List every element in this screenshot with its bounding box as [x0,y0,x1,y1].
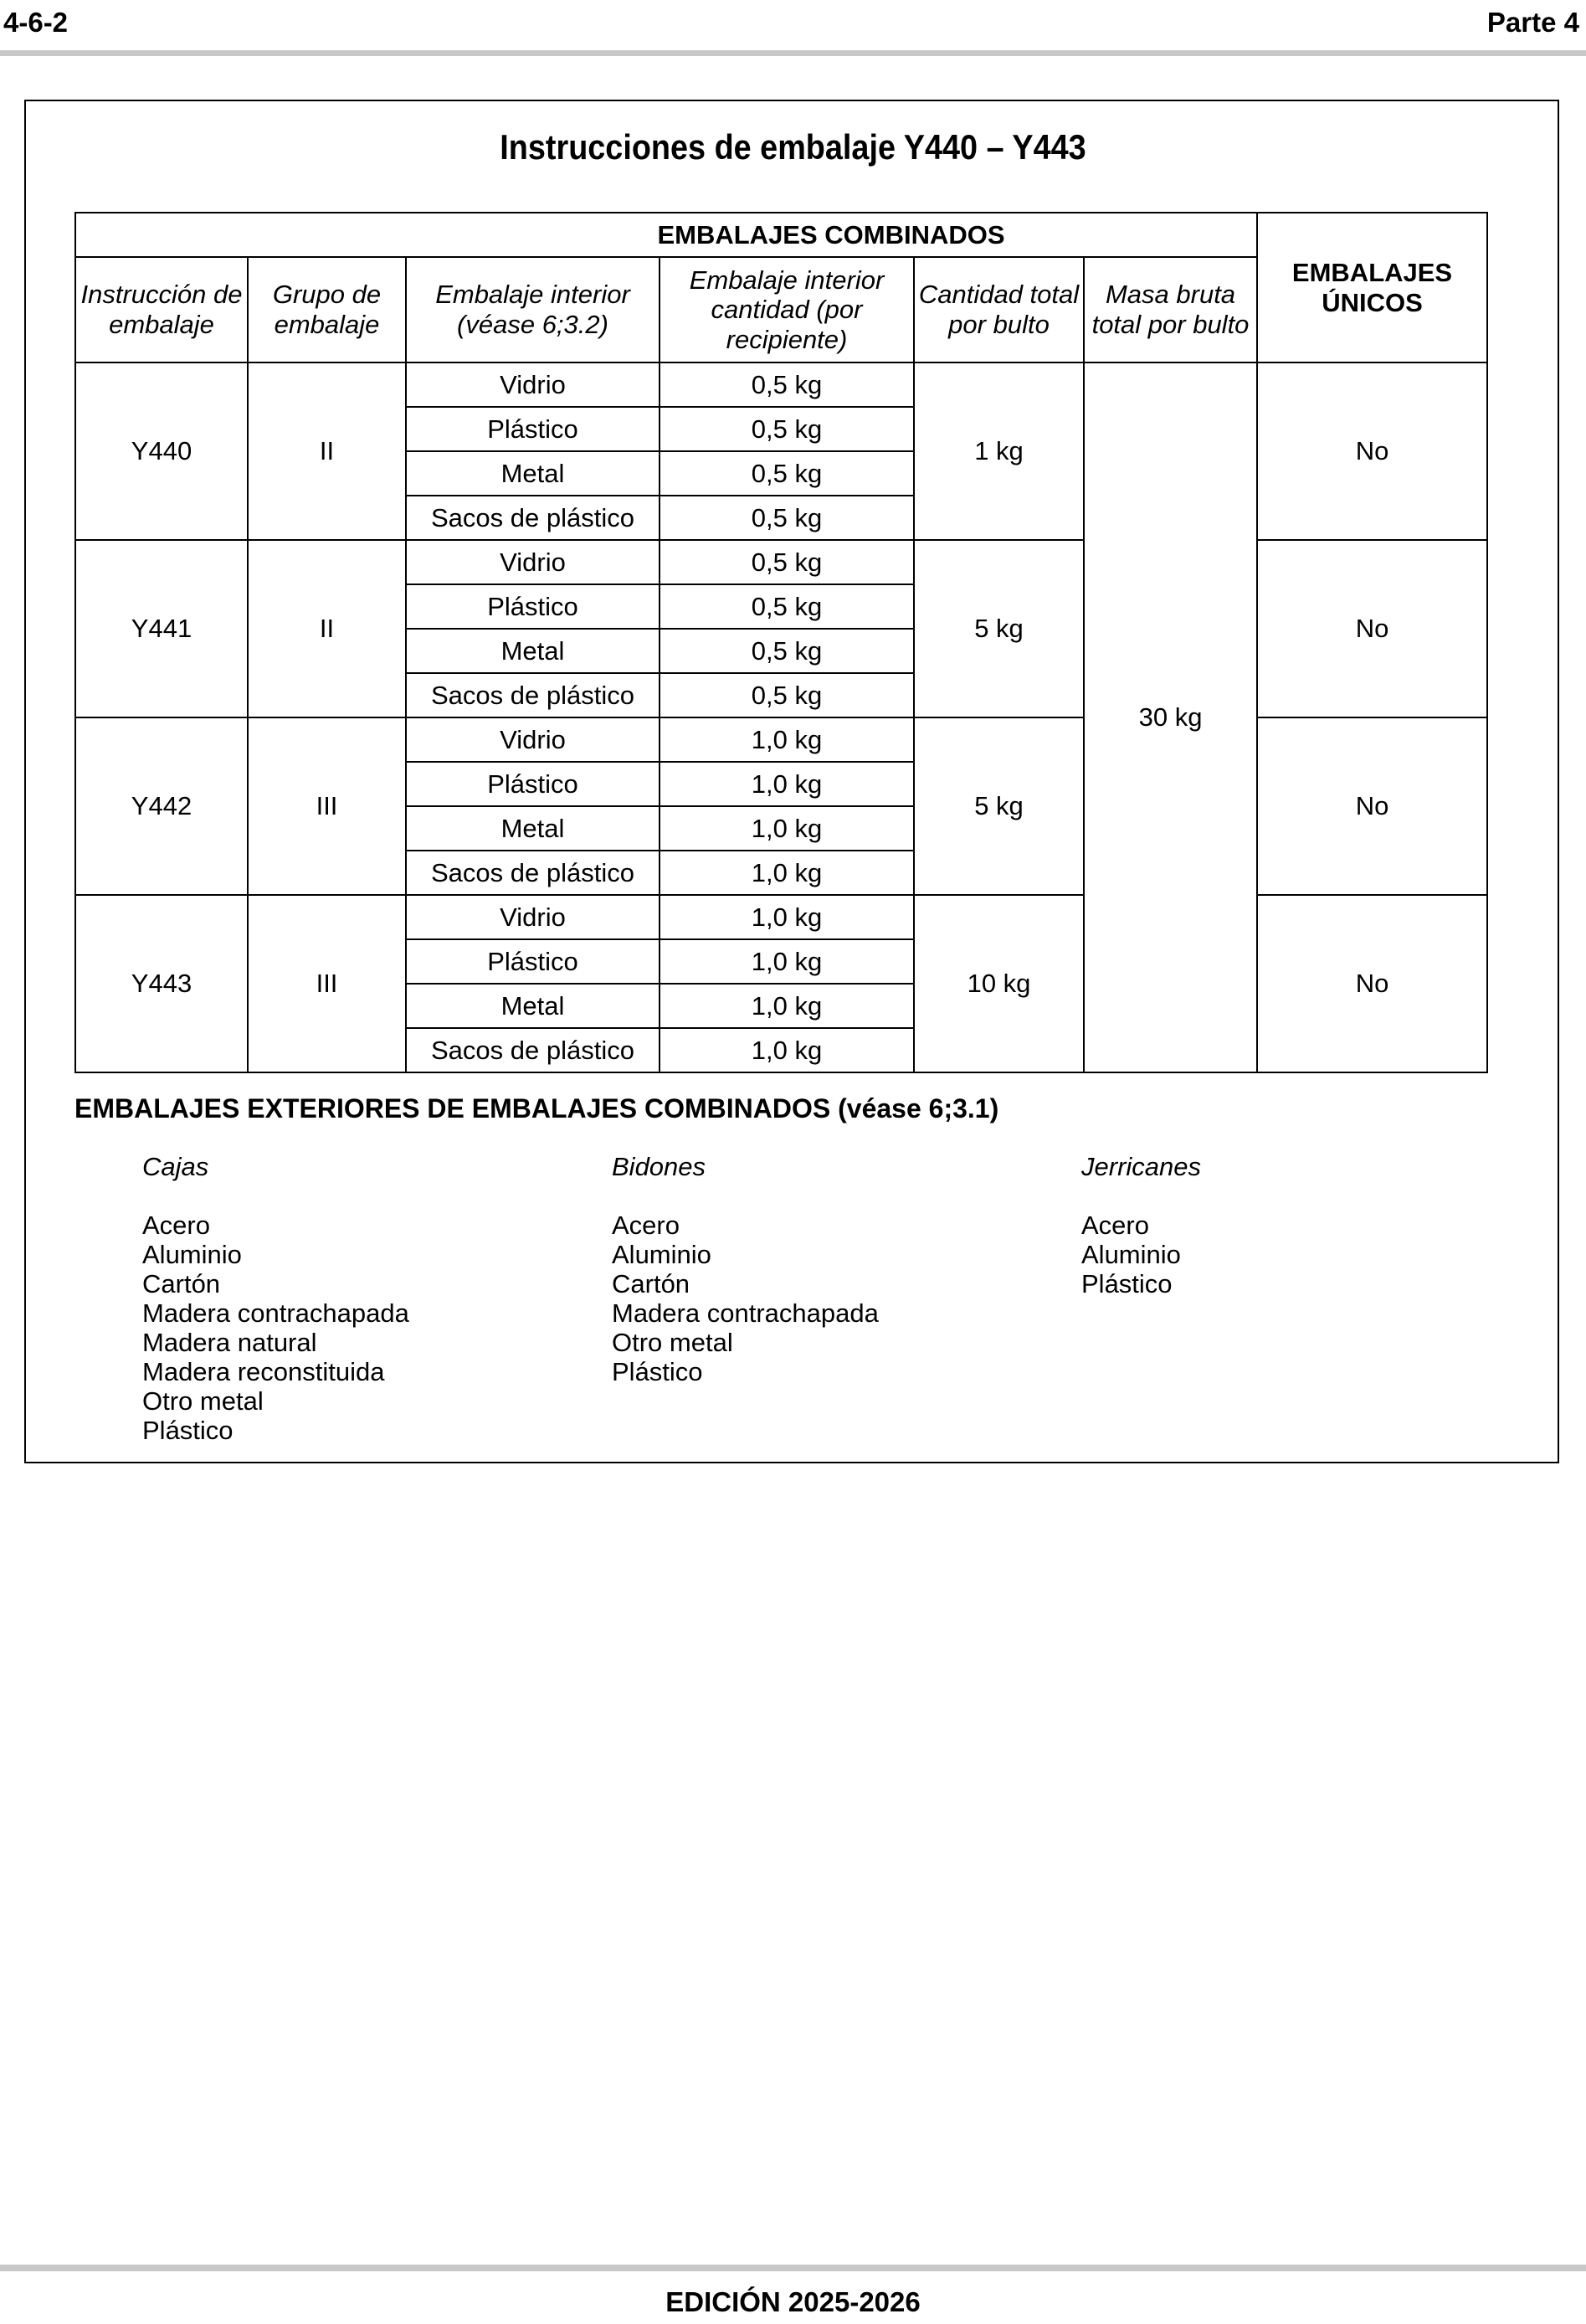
list-item: Aluminio [612,1240,711,1269]
total-quantity-cell: 5 kg [914,540,1084,717]
inner-material-cell: Sacos de plástico [406,851,660,895]
list-item: Acero [612,1211,680,1240]
inner-material-cell: Vidrio [406,895,660,939]
inner-material-cell: Plástico [406,584,660,629]
single-packaging-cell: No [1257,540,1487,717]
inner-material-cell: Vidrio [406,717,660,762]
col-header-group: Grupo de embalaje [248,257,406,362]
inner-material-cell: Vidrio [406,540,660,584]
inner-material-cell: Metal [406,806,660,851]
inner-quantity-cell: 1,0 kg [660,1028,914,1072]
col-header-inner-quantity: Embalaje interior cantidad (por recipiente) [660,257,914,362]
table-row [75,540,1487,584]
inner-quantity-cell: 0,5 kg [660,540,914,584]
footer-rule [0,2265,1586,2271]
part-label: Parte 4 [1486,7,1579,38]
inner-quantity-cell: 1,0 kg [660,762,914,806]
inner-material-cell: Sacos de plástico [406,673,660,717]
outer-packaging-title: EMBALAJES EXTERIORES DE EMBALAJES COMBINADOS (véase 6;3.1) [74,1093,999,1123]
inner-material-cell: Sacos de plástico [406,1028,660,1072]
instruction-cell: Y442 [75,717,248,895]
total-quantity-cell: 10 kg [914,895,1084,1072]
table-row [75,362,1487,407]
list-item: Madera contrachapada [612,1298,879,1328]
col-header-inner-packaging: Embalaje interior (véase 6;3.2) [406,257,660,362]
inner-material-cell: Sacos de plástico [406,496,660,540]
inner-material-cell: Vidrio [406,362,660,407]
inner-quantity-cell: 0,5 kg [660,496,914,540]
inner-material-cell: Plástico [406,407,660,451]
list-item: Madera reconstituida [142,1357,385,1386]
packing-group-cell: III [248,895,406,1072]
packing-group-cell: III [248,717,406,895]
boxes-heading: Cajas [142,1152,209,1181]
inner-material-cell: Plástico [406,762,660,806]
inner-quantity-cell: 1,0 kg [660,939,914,984]
list-item: Otro metal [142,1386,264,1416]
single-packaging-cell: No [1257,362,1487,540]
gross-mass-cell: 30 kg [1084,362,1257,1072]
list-item: Acero [142,1211,210,1240]
single-packaging-cell: No [1257,717,1487,895]
col-header-total-quantity: Cantidad total por bulto [914,257,1084,362]
packing-group-cell: II [248,540,406,717]
page-header [0,0,1586,59]
header-spacer [75,213,406,257]
combined-packaging-header: EMBALAJES COMBINADOS [406,213,1257,257]
single-packaging-header: EMBALAJES ÚNICOS [1257,213,1487,362]
list-item: Otro metal [612,1328,733,1357]
list-item: Plástico [142,1416,234,1445]
inner-quantity-cell: 0,5 kg [660,362,914,407]
inner-material-cell: Metal [406,984,660,1028]
list-item: Aluminio [142,1240,242,1269]
inner-quantity-cell: 1,0 kg [660,806,914,851]
page-title: Instrucciones de embalaje Y440 – Y443 [500,127,1086,167]
total-quantity-cell: 1 kg [914,362,1084,540]
jerricans-column [1081,1152,1201,1298]
list-item: Plástico [1081,1269,1173,1298]
instruction-cell: Y440 [75,362,248,540]
boxes-column [142,1152,409,1445]
inner-quantity-cell: 1,0 kg [660,895,914,939]
inner-quantity-cell: 0,5 kg [660,584,914,629]
total-quantity-cell: 5 kg [914,717,1084,895]
list-item: Cartón [612,1269,690,1298]
inner-material-cell: Metal [406,629,660,673]
list-item: Madera contrachapada [142,1298,409,1328]
packing-table [74,212,1488,1073]
jerricans-heading: Jerricanes [1081,1152,1201,1181]
inner-quantity-cell: 0,5 kg [660,451,914,496]
list-item: Acero [1081,1211,1149,1240]
drums-heading: Bidones [612,1152,706,1181]
list-item: Madera natural [142,1328,317,1357]
packing-group-cell: II [248,362,406,540]
inner-quantity-cell: 1,0 kg [660,984,914,1028]
list-item: Aluminio [1081,1240,1181,1269]
inner-quantity-cell: 0,5 kg [660,629,914,673]
edition-footer: EDICIÓN 2025-2026 [665,2286,921,2317]
inner-quantity-cell: 1,0 kg [660,717,914,762]
header-rule [0,50,1586,56]
inner-quantity-cell: 1,0 kg [660,851,914,895]
inner-quantity-cell: 0,5 kg [660,673,914,717]
col-header-instruction: Instrucción de embalaje [75,257,248,362]
instruction-cell: Y441 [75,540,248,717]
inner-material-cell: Plástico [406,939,660,984]
instruction-cell: Y443 [75,895,248,1072]
col-header-gross-mass: Masa bruta total por bulto [1084,257,1257,362]
inner-material-cell: Metal [406,451,660,496]
list-item: Cartón [142,1269,221,1298]
table-row [75,895,1487,939]
chapter-number: 4-6-2 [3,7,69,38]
drums-column [612,1152,879,1386]
list-item: Plástico [612,1357,703,1386]
single-packaging-cell: No [1257,895,1487,1072]
table-row [75,717,1487,762]
inner-quantity-cell: 0,5 kg [660,407,914,451]
